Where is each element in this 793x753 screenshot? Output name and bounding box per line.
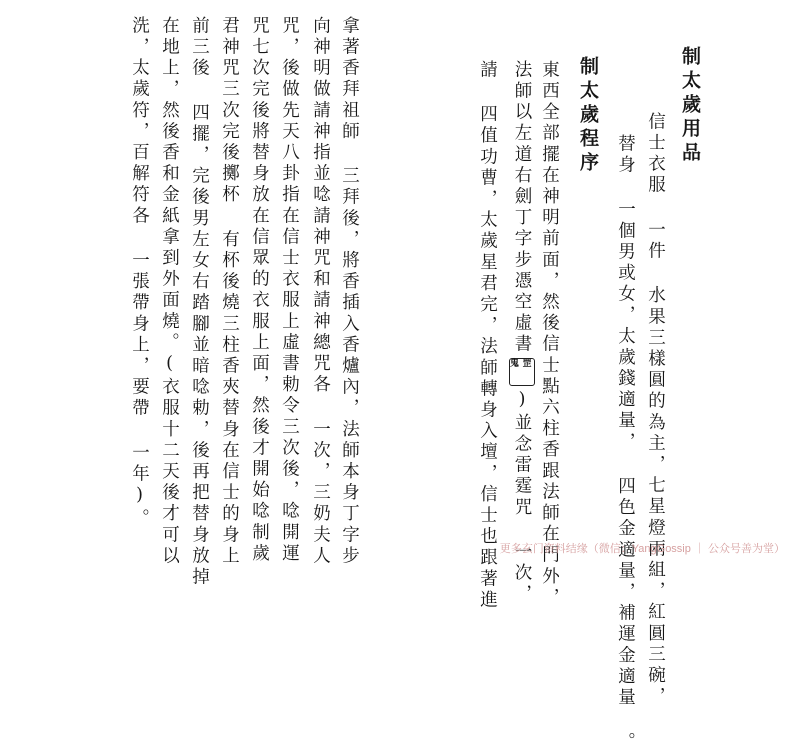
left-line-7: 在地上，然後香和金紙拿到外面燒。(衣服十二天後才可以 [159, 16, 180, 568]
title-taisui-supplies: 制太歲用品 [679, 46, 701, 166]
procedure-line-2: 法師以左道右劍丁字步憑空虛書鬼罡)並念雷霆咒 一次， [510, 60, 536, 606]
left-line-3: 咒，後做先天八卦指在信士衣服上虛書勅令三次後，唸開運 [279, 16, 300, 565]
talisman-seal: 鬼罡 [509, 358, 535, 386]
left-line-6: 前三後 四擺，完後男左女右踏腳並暗唸勅，後再把替身放掉 [189, 16, 210, 589]
supplies-line-1: 信士衣服 一件 水果三樣圓的為主，七星燈兩組，紅圓三碗， [645, 112, 666, 708]
left-line-5: 君神咒三次完後擲杯 有杯後燒三柱香夾替身在信士的身上 [219, 16, 240, 568]
left-line-1: 拿著香拜祖師 三拜後，將香插入香爐內，法師本身丁字步 [339, 16, 360, 568]
title-taisui-procedure: 制太歲程序 [577, 56, 599, 176]
supplies-line-2: 替身 一個男或女，太歲錢適量， 四色金適量，補運金適量 。 [615, 134, 636, 753]
left-line-4: 咒七次完後將替身放在信眾的衣服上面，然後才開始唸制歲 [249, 16, 270, 565]
procedure-line-1: 東西全部擺在神明前面，然後信士點六柱香跟法師在門外， [539, 60, 560, 609]
left-line-8: 洗，太歲符，百解符各 一張帶身上，要帶 一年)。 [129, 16, 150, 530]
left-line-2: 向神明做請神指並唸請神咒和請神總咒各 一次，三奶夫人 [310, 16, 331, 568]
watermark-footer: 更多玄门资料结缘（微信：YangGossip ｜ 公众号善为堂） [499, 543, 785, 555]
procedure-line-3: 請 四值功曹，太歲星君完，法師轉身入壇，信士也跟著進 [477, 60, 498, 612]
